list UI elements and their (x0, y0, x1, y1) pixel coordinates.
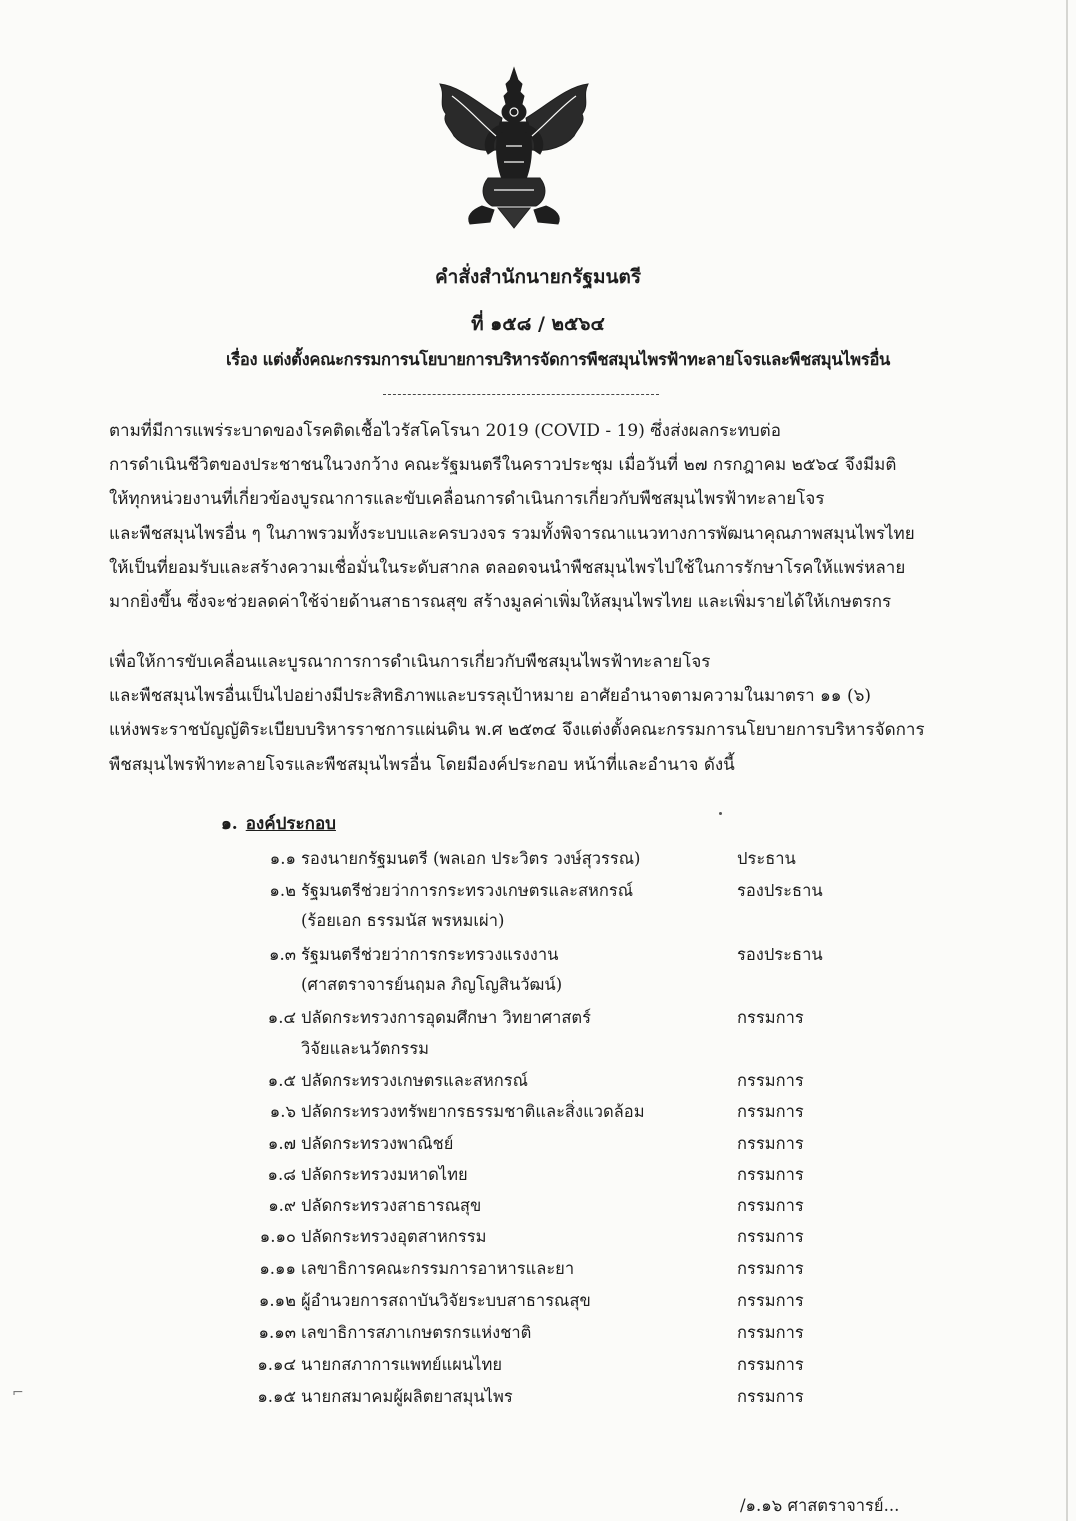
member-name: ปลัดกระทรวงเกษตรและสหกรณ์ (301, 1071, 528, 1090)
member-name: นายกสมาคมผู้ผลิตยาสมุนไพร (301, 1387, 513, 1406)
member-role: กรรมการ (737, 1323, 804, 1342)
order-subject: เรื่อง แต่งตั้งคณะกรรมการนโยบายการบริหารจัดการพืชสมุนไพรฟ้าทะลายโจรและพืชสมุนไพรอื่น (225, 350, 891, 369)
member-role: กรรมการ (737, 1259, 804, 1278)
member-number: ๑.๑๑ (259, 1259, 296, 1278)
member-number: ๑.๑๕ (257, 1387, 296, 1406)
member-number: ๑.๘ (267, 1165, 296, 1184)
section-number: ๑. (221, 814, 238, 834)
member-role: กรรมการ (737, 1387, 804, 1406)
section-heading (221, 810, 336, 837)
member-role: ประธาน (737, 849, 796, 868)
member-name: วิจัยและนวัตกรรม (301, 1039, 430, 1058)
member-name: รัฐมนตรีช่วยว่าการกระทรวงเกษตรและสหกรณ์ (301, 881, 634, 900)
member-name: ปลัดกระทรวงทรัพยากรธรรมชาติและสิ่งแวดล้อม (301, 1102, 645, 1121)
member-name: (ร้อยเอก ธรรมนัส พรหมเผ่า) (301, 911, 505, 930)
member-number: ๑.๑ (269, 849, 296, 868)
member-name: ปลัดกระทรวงอุตสาหกรรม (301, 1227, 487, 1246)
header-divider (383, 394, 659, 395)
paragraph-line: การดำเนินชีวิตของประชาชนในวงกว้าง คณะรัฐมนตรีในคราวประชุม เมื่อวันที่ ๒๗ กรกฎาคม ๒๕๖๔ จึงมีมติ (109, 455, 897, 476)
section-title: องค์ประกอบ (245, 814, 336, 834)
member-name: รองนายกรัฐมนตรี (พลเอก ประวิตร วงษ์สุวรรณ) (301, 849, 641, 868)
member-number: ๑.๑๒ (258, 1291, 296, 1310)
paragraph-line: และพืชสมุนไพรอื่นเป็นไปอย่างมีประสิทธิภาพและบรรลุเป้าหมาย อาศัยอำนาจตามความในมาตรา ๑๑ (๖) (109, 686, 872, 707)
member-number: ๑.๓ (269, 945, 296, 964)
member-number: ๑.๕ (267, 1071, 296, 1090)
order-number: ที่ ๑๕๘ / ๒๕๖๔ (471, 313, 605, 335)
paragraph-line: ตามที่มีการแพร่ระบาดของโรคติดเชื้อไวรัสโคโรนา 2019 (COVID - 19) ซึ่งส่งผลกระทบต่อ (109, 421, 781, 441)
paragraph-line: ให้ทุกหน่วยงานที่เกี่ยวข้องบูรณาการและขับเคลื่อนการดำเนินการเกี่ยวกับพืชสมุนไพรฟ้าทะลายโจร (109, 489, 825, 510)
page-edge-line (1066, 0, 1068, 1521)
scan-mark: ⌐ (12, 1385, 24, 1401)
member-role: รองประธาน (737, 881, 823, 900)
scan-speck (719, 812, 722, 815)
paragraph-background (109, 414, 932, 619)
member-role: กรรมการ (737, 1071, 804, 1090)
member-name: เลขาธิการสภาเกษตรกรแห่งชาติ (301, 1323, 532, 1342)
page-continuation: /๑.๑๖ ศาสตราจารย์... (740, 1496, 900, 1515)
member-number: ๑.๑๓ (258, 1323, 296, 1342)
member-role: กรรมการ (737, 1291, 804, 1310)
member-role: กรรมการ (737, 1196, 804, 1215)
member-number: ๑.๙ (268, 1196, 296, 1215)
member-name: ปลัดกระทรวงพาณิชย์ (301, 1134, 454, 1153)
member-name: รัฐมนตรีช่วยว่าการกระทรวงแรงงาน (301, 945, 559, 964)
paragraph-line: พืชสมุนไพรฟ้าทะลายโจรและพืชสมุนไพรอื่น โดยมีองค์ประกอบ หน้าที่และอำนาจ ดังนี้ (109, 754, 735, 775)
member-number: ๑.๔ (267, 1008, 296, 1027)
member-name: (ศาสตราจารย์นฤมล ภิญโญสินวัฒน์) (301, 975, 563, 994)
member-role: รองประธาน (737, 945, 823, 964)
member-role: กรรมการ (737, 1165, 804, 1184)
member-name: ปลัดกระทรวงมหาดไทย (301, 1165, 468, 1184)
member-number: ๑.๒ (269, 881, 296, 900)
order-title: คำสั่งสำนักนายกรัฐมนตรี (434, 266, 642, 288)
member-number: ๑.๗ (267, 1134, 296, 1153)
member-name: ผู้อำนวยการสถาบันวิจัยระบบสาธารณสุข (301, 1291, 591, 1310)
paragraph-line: และพืชสมุนไพรอื่น ๆ ในภาพรวมทั้งระบบและครบวงจร รวมทั้งพิจารณาแนวทางการพัฒนาคุณภาพสมุนไพรไทย (109, 523, 915, 544)
garuda-emblem-icon (432, 66, 596, 230)
member-name: ปลัดกระทรวงสาธารณสุข (301, 1196, 482, 1215)
member-name: ปลัดกระทรวงการอุดมศึกษา วิทยาศาสตร์ (301, 1008, 592, 1027)
member-role: กรรมการ (737, 1227, 804, 1246)
member-name: นายกสภาการแพทย์แผนไทย (301, 1355, 503, 1374)
paragraph-line: เพื่อให้การขับเคลื่อนและบูรณาการการดำเนินการเกี่ยวกับพืชสมุนไพรฟ้าทะลายโจร (109, 652, 711, 672)
member-role: กรรมการ (737, 1008, 804, 1027)
paragraph-line: มากยิ่งขึ้น ซึ่งจะช่วยลดค่าใช้จ่ายด้านสาธารณสุข สร้างมูลค่าเพิ่มให้สมุนไพรไทย และเพิ่มรายได้ให้เกษตรกร (109, 592, 892, 613)
member-role: กรรมการ (737, 1102, 804, 1121)
member-role: กรรมการ (737, 1355, 804, 1374)
member-number: ๑.๑๔ (257, 1355, 296, 1374)
paragraph-line: ให้เป็นที่ยอมรับและสร้างความเชื่อมั่นในระดับสากล ตลอดจนนำพืชสมุนไพรไปใช้ในการรักษาโรคให้แพร่หลาย (109, 557, 906, 578)
paragraph-line: แห่งพระราชบัญญัติระเบียบบริหารราชการแผ่นดิน พ.ศ ๒๕๓๔ จึงแต่งตั้งคณะกรรมการนโยบายการบริหารจัดการ (109, 720, 925, 741)
member-name: เลขาธิการคณะกรรมการอาหารและยา (301, 1259, 575, 1278)
member-number: ๑.๖ (269, 1102, 296, 1121)
member-role: กรรมการ (737, 1134, 804, 1153)
member-number: ๑.๑๐ (259, 1227, 296, 1246)
paragraph-authority (109, 645, 932, 782)
